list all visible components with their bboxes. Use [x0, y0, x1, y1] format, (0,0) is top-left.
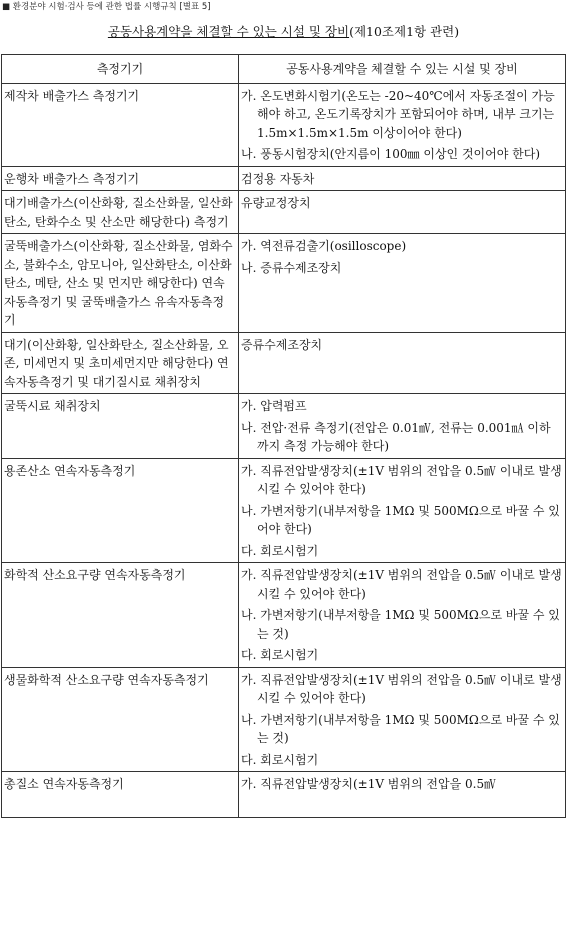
equipment-item: 다. 회로시험기	[241, 543, 319, 558]
title-main: 공동사용계약을 체결할 수 있는 시설 및 장비	[107, 24, 350, 39]
equipment-cell	[239, 667, 566, 772]
device-cell: 굴뚝배출가스(이산화황, 질소산화물, 염화수소, 불화수소, 암모니아, 일산화탄소, 이산화탄소, 메탄, 산소 및 먼지만 해당한다) 연속자동측정기 및 굴뚝배출가스 유속자동측정기	[2, 234, 239, 333]
equipment-item: 나. 전압·전류 측정기(전압은 0.01㎷, 전류는 0.001㎃ 이하까지 측정 가능해야 한다)	[241, 420, 551, 453]
device-cell: 운행차 배출가스 측정기기	[2, 166, 239, 191]
equipment-item: 나. 가변저항기(내부저항을 1MΩ 및 500MΩ으로 바꿀 수 있어야 한다)	[241, 503, 560, 536]
device-cell: 생물화학적 산소요구량 연속자동측정기	[2, 667, 239, 772]
device-cell: 제작차 배출가스 측정기기	[2, 83, 239, 166]
device-cell: 용존산소 연속자동측정기	[2, 458, 239, 563]
table-row	[2, 191, 566, 234]
equipment-cell	[239, 166, 566, 191]
equipment-cell	[239, 234, 566, 333]
equipment-item: 나. 풍동시험장치(안지름이 100㎜ 이상인 것이어야 한다)	[241, 147, 540, 161]
equipment-item: 가. 직류전압발생장치(±1V 범위의 전압을 0.5㎷	[241, 777, 497, 791]
device-cell: 대기(이산화황, 일산화탄소, 질소산화물, 오존, 미세먼지 및 초미세먼지만 해당한다) 연속자동측정기 및 대기질시료 채취장치	[2, 332, 239, 394]
title-reference: (제10조제1항 관련)	[349, 24, 460, 39]
table-row	[2, 234, 566, 333]
device-cell: 총질소 연속자동측정기	[2, 772, 239, 818]
equipment-item: 다. 회로시험기	[241, 648, 319, 662]
table-header-row	[2, 55, 566, 84]
equipment-item: 가. 직류전압발생장치(±1V 범위의 전압을 0.5㎷ 이내로 발생시킬 수 있어야 한다)	[241, 568, 562, 601]
equipment-item: 가. 역전류검출기(osilloscope)	[241, 239, 407, 253]
equipment-cell	[239, 394, 566, 459]
table-row	[2, 667, 566, 772]
device-cell: 화학적 산소요구량 연속자동측정기	[2, 563, 239, 668]
table-row	[2, 83, 566, 166]
equipment-item: 나. 가변저항기(내부저항을 1MΩ 및 500MΩ으로 바꿀 수 있는 것)	[241, 608, 560, 641]
equipment-item: 가. 직류전압발생장치(±1V 범위의 전압을 0.5㎷ 이내로 발생시킬 수 있어야 한다)	[241, 672, 562, 705]
document-header: ■ 환경분야 시험·검사 등에 관한 법률 시행규칙 [별표 5]	[2, 2, 211, 12]
equipment-item: 가. 압력펌프	[241, 399, 307, 413]
equipment-item: 유량교정장치	[241, 196, 311, 210]
table-row	[2, 772, 566, 818]
table-row	[2, 563, 566, 668]
equipment-cell	[239, 83, 566, 166]
table-row	[2, 332, 566, 394]
equipment-item: 다. 회로시험기	[241, 752, 319, 767]
equipment-item: 검정용 자동차	[241, 171, 315, 186]
table-row	[2, 394, 566, 459]
equipment-cell	[239, 191, 566, 234]
table-row	[2, 458, 566, 563]
equipment-cell	[239, 563, 566, 668]
equipment-item: 증류수제조장치	[241, 337, 323, 352]
facilities-table	[1, 54, 566, 818]
page-title	[0, 24, 567, 40]
equipment-cell	[239, 772, 566, 818]
device-cell: 대기배출가스(이산화황, 질소산화물, 일산화탄소, 탄화수소 및 산소만 해당한다) 측정기	[2, 191, 239, 234]
column-header-equipment: 공동사용계약을 체결할 수 있는 시설 및 장비	[239, 55, 566, 84]
equipment-cell	[239, 458, 566, 563]
equipment-cell	[239, 332, 566, 394]
equipment-item: 나. 증류수제조장치	[241, 260, 342, 275]
equipment-item: 가. 온도변화시험기(온도는 -20~40℃에서 자동조절이 가능해야 하고, 온도기록장치가 포함되어야 하며, 내부 크기는 1.5m×1.5m×1.5m 이상이어야 한다)	[241, 88, 555, 140]
equipment-item: 나. 가변저항기(내부저항을 1MΩ 및 500MΩ으로 바꿀 수 있는 것)	[241, 712, 560, 745]
equipment-item: 가. 직류전압발생장치(±1V 범위의 전압을 0.5㎷ 이내로 발생시킬 수 있어야 한다)	[241, 463, 562, 496]
table-row	[2, 166, 566, 191]
column-header-device: 측정기기	[2, 55, 239, 84]
device-cell: 굴뚝시료 채취장치	[2, 394, 239, 459]
